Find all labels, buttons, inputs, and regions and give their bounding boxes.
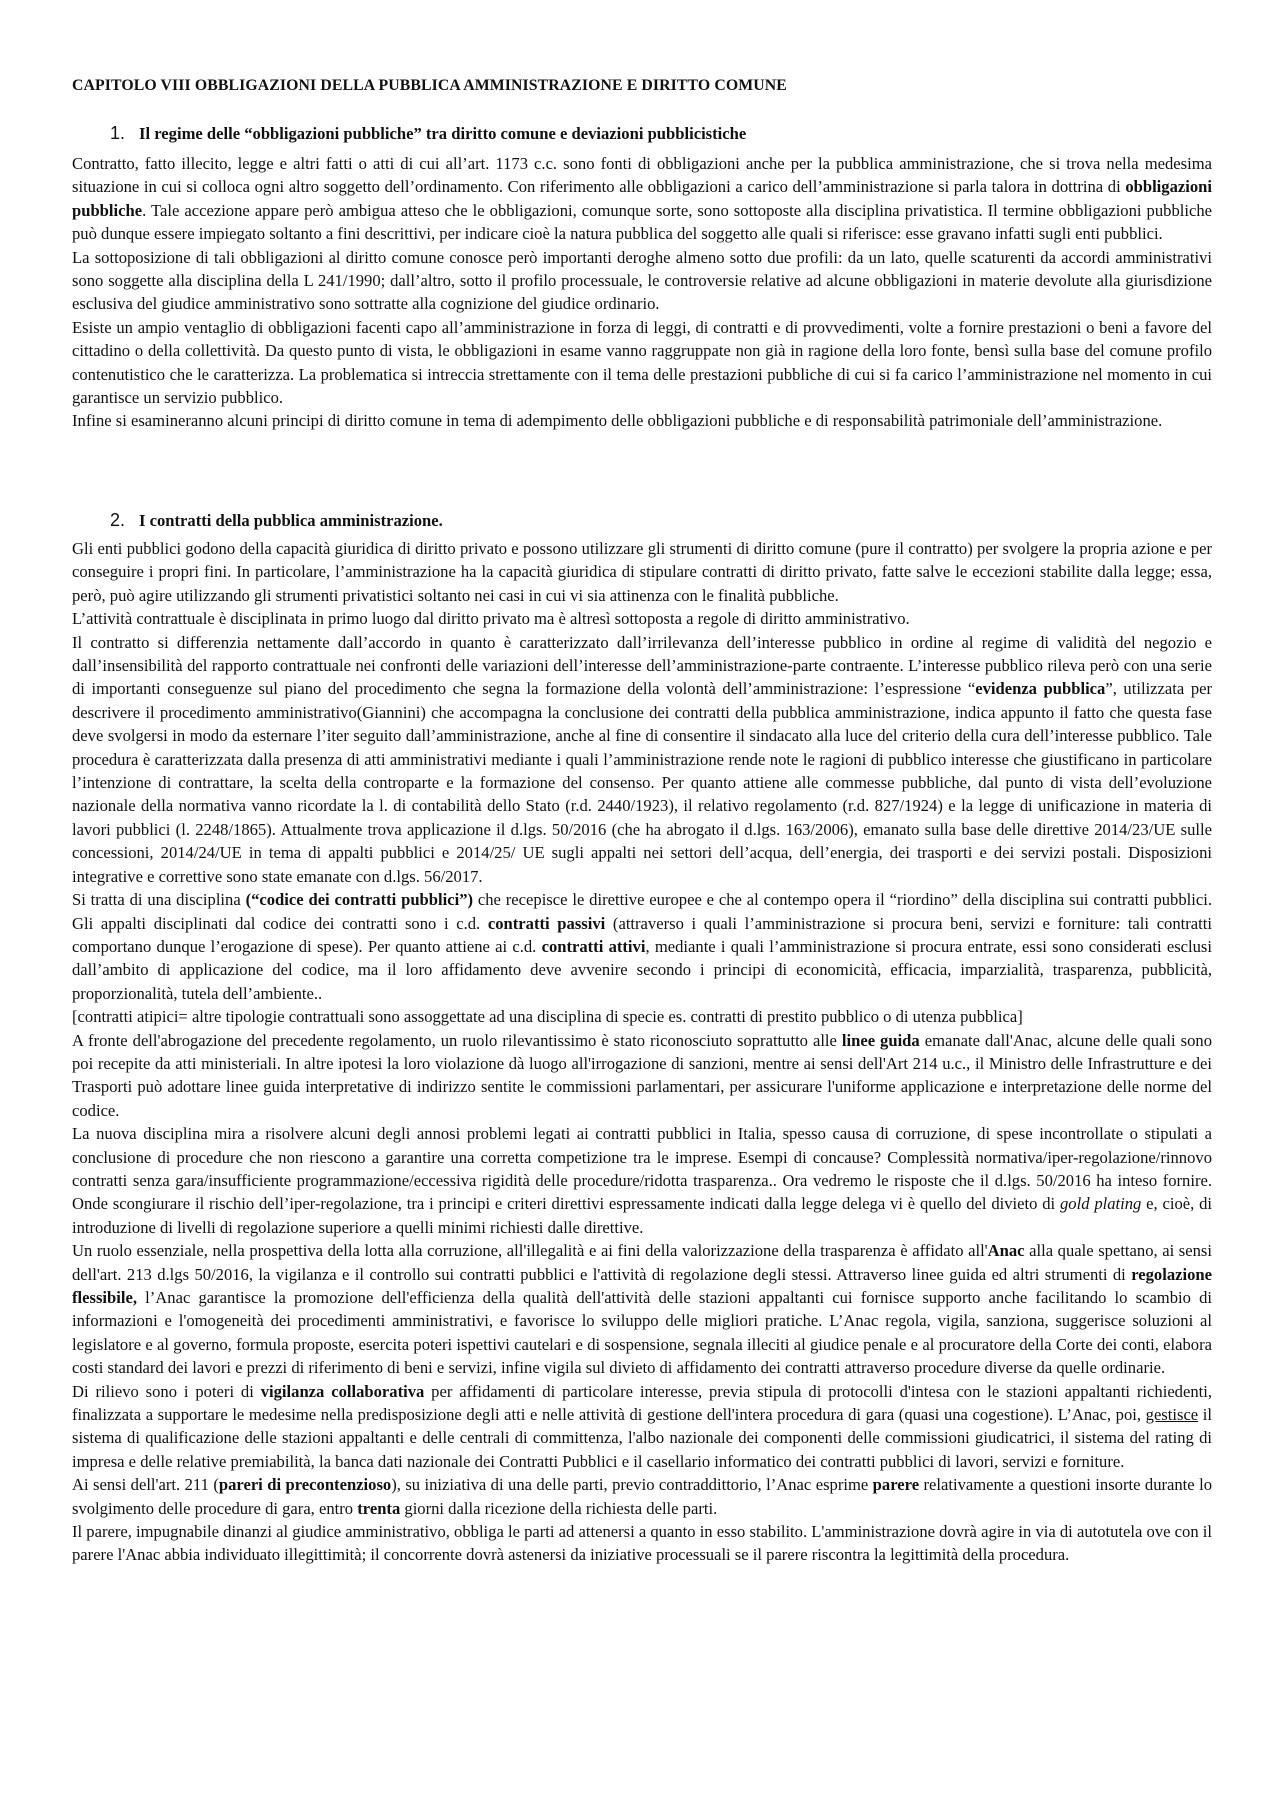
text-run: Il contratto si differenzia nettamente dall’accordo in quanto è caratterizzato dall’irrilevanza dell’interesse pubblico in ordine al regime di validità del negozio e dall’insensibilità del rapporto contrattuale nei confronti delle variazioni dell’interesse dell’amministrazione-parte contraente. L’interesse pubblico rileva però con una serie di importanti conseguenze sul piano del procedimento che segna la formazione della volontà dell’amministrazione: l’espressione “ [72,632,1212,699]
section-1-number: 1. [110,123,126,143]
bold-term: (“codice dei contratti pubblici”) [245,890,474,910]
text-run: per affidamenti di particolare interesse, previa stipula di protocolli d'intesa con le stazioni appaltanti richiedenti, finalizzata a supportare le medesime nella predisposizione degli atti e nelle attività di gestione dell'intera procedura di gara (quasi una cogestione). L’Anac, poi, [72,1381,1213,1425]
text-run: ”, utilizzata per descrivere il procedimento amministrativo(Giannini) che accompagna la conclusione dei contratti della pubblica amministrazione, indica appunto il fatto che questa fase deve svolgersi in modo da esternare l’iter seguito dall’amministrazione, anche al fine di consentire il sindacato alla luce del criterio della cura dell’interesse pubblico. Tale procedura è caratterizzata dalla presenza di atti amministrativi mediante i quali l’amministrazione rende note le ragioni di pubblico interesse che giustificano in particolare l’intenzione di contrattare, la scelta della controparte e la formazione del consenso. Per quanto attiene alle commesse pubbliche, dal punto di vista dell’evoluzione nazionale della normativa vanno ricordate la l. di contabilità dello Stato (r.d. 2440/1923), il relativo regolamento (r.d. 827/1924) e la legge di unificazione in materia di lavori pubblici (l. 2248/1865). Attualmente trova applicazione il d.lgs. 50/2016 (che ha abrogato il d.lgs. 163/2006), emanato sulla base delle direttive 2014/23/UE sulle concessioni, 2014/24/UE in tema di appalti pubblici e 2014/25/ UE sugli appalti nei settori dell’acqua, dell’energia, dei trasporti e dei servizi postali. Disposizioni integrative e correttive sono state emanate con d.lgs. 56/2017. [72,679,1213,886]
section-1-title: Il regime delle “obbligazioni pubbliche” tra diritto comune e deviazioni pubblicistiche [139,124,747,143]
bold-term: contratti attivi [541,936,646,956]
section-2-paragraph [72,631,1212,888]
bold-term: vigilanza collaborativa [260,1381,425,1401]
section-1-paragraph: La sottoposizione di tali obbligazioni al diritto comune conosce però importanti deroghe almeno sotto due profili: da un lato, quelle scaturenti da accordi amministrativi sono soggette alla disciplina della L 241/1990; dall’altro, sotto il profilo processuale, le controversie relative ad alcune obbligazioni in materie devolute alla giurisdizione esclusiva del giudice amministrativo sono sottratte alla cognizione del giudice ordinario. [72,247,1212,314]
section-1-body [72,152,1212,433]
section-2-heading [110,509,1210,532]
bold-term: obbligazioni pubbliche [72,177,1212,220]
section-2-body [72,537,1212,1567]
text-run: che recepisce le direttive europee e che al contempo opera il “riordino” della disciplina sui contratti pubblici. Gli appalti disciplinati dal codice dei contratti sono i c.d. [72,890,1212,933]
bold-term: contratti passivi [487,913,606,933]
bold-term: evidenza pubblica [975,679,1106,699]
text-run: ), su iniziativa di una delle parti, previo contraddittorio, l’Anac esprime [391,1475,873,1495]
bold-term: regolazione flessibile, [72,1264,1212,1307]
underlined-term: gestisce [1145,1405,1199,1425]
italic-term: gold plating [1060,1194,1142,1214]
bold-term: trenta [357,1498,401,1518]
section-1-heading [110,122,1210,145]
chapter-title: CAPITOLO VIII OBBLIGAZIONI DELLA PUBBLICA AMMINISTRAZIONE E DIRITTO COMUNE [72,77,787,94]
text-run: , mediante i quali l’amministrazione si procura entrate, essi sono considerati esclusi dall’ambito di applicazione del codice, ma il loro affidamento deve avvenire secondo i principi di economicità, efficacia, imparzialità, trasparenza, pubblicità, proporzionalità, tutela dell’ambiente.. [72,936,1212,1003]
section-1-paragraph: Esiste un ampio ventaglio di obbligazioni facenti capo all’amministrazione in forza di leggi, di contratti e di provvedimenti, volte a fornire prestazioni o beni a favore del cittadino o della collettività. Da questo punto di vista, le obbligazioni in esame vanno raggruppate non già in ragione della loro fonte, bensì sulla base del comune profilo contenutistico che le caratterizza. La problematica si intreccia strettamente con il tema delle prestazioni pubbliche di cui si fa carico l’amministrazione nel momento in cui garantisce un servizio pubblico. [72,317,1212,408]
section-2-title: I contratti della pubblica amministrazione. [139,511,443,530]
text-run: Un ruolo essenziale, nella prospettiva della lotta alla corruzione, all'illegalità e ai fini della valorizzazione della trasparenza è affidato all' [72,1241,988,1261]
section-2-paragraph [72,1239,1212,1379]
text-run: . Tale accezione appare però ambigua atteso che le obbligazioni, comunque sorte, sono sottoposte alla disciplina privatistica. Il termine obbligazioni pubbliche può dunque essere impiegato soltanto a fini descrittivi, per indicare cioè la natura pubblica del soggetto alle quali si riferisce: esse gravano infatti sugli enti pubblici. [72,200,1212,244]
text-run: Ai sensi dell'art. 211 ( [72,1475,219,1495]
section-1-paragraph [72,152,1212,246]
text-run: (attraverso i quali l’amministrazione si procura beni, servizi e forniture: tali contratti comportano dunque l’erogazione di spese). Per quanto attiene ai c.d. [72,913,1212,956]
text-run: Di rilievo sono i poteri di [72,1381,261,1401]
section-2-paragraph: [contratti atipici= altre tipologie contrattuali sono assoggettate ad una disciplina di specie es. contratti di prestito pubblico o di utenza pubblica] [72,1007,1023,1027]
section-2-paragraph: Gli enti pubblici godono della capacità giuridica di diritto privato e possono utilizzare gli strumenti di diritto comune (pure il contratto) per svolgere la propria azione e per conseguire i propri fini. In particolare, l’amministrazione ha la capacità giuridica di stipulare contratti di diritto privato, fatte salve le eccezioni stabilite dalla legge; essa, però, può agire utilizzando gli strumenti privatistici soltanto nei casi in cui vi sia attinenza con le finalità pubbliche. [72,539,1212,605]
text-run: il sistema di qualificazione delle stazioni appaltanti e delle centrali di committenza, l'albo nazionale dei componenti delle commissioni giudicatrici, il sistema del rating di impresa e delle relative premiabilità, la banca dati nazionale dei Contratti Pubblici e il casellario informatico dei contratti pubblici di lavori, servizi e forniture. [72,1405,1213,1471]
bold-term: parere [872,1475,920,1495]
section-2-paragraph [72,1473,1212,1520]
text-run: A fronte dell'abrogazione del precedente regolamento, un ruolo rilevantissimo è stato riconosciuto soprattutto alle [72,1030,842,1050]
bold-term: pareri di precontenzioso [218,1475,392,1495]
section-2-paragraph [72,1029,1212,1123]
section-1-paragraph: Infine si esamineranno alcuni principi di diritto comune in tema di adempimento delle obbligazioni pubbliche e di responsabilità patrimoniale dell’amministrazione. [72,411,1163,431]
section-2-paragraph: Il parere, impugnabile dinanzi al giudice amministrativo, obbliga le parti ad attenersi a quanto in esso stabilito. L'amministrazione dovrà agire in via di autotutela ove con il parere l'Anac abbia individuato illegittimità; il concorrente dovrà astenersi da iniziative processuali se il parere riscontra la legittimità della procedura. [72,1522,1212,1565]
section-2-paragraph [72,888,1212,1005]
text-run: alla quale spettano, ai sensi dell'art. 213 d.lgs 50/2016, la vigilanza e il controllo sui contratti pubblici e l'attività di regolazione degli stessi. Attraverso linee guida ed altri strumenti di [72,1241,1212,1284]
bold-term: Anac [987,1241,1025,1261]
section-2-paragraph [72,1122,1212,1239]
text-run: Si tratta di una disciplina [72,890,246,910]
text-run: La nuova disciplina mira a risolvere alcuni degli annosi problemi legati ai contratti pubblici in Italia, spesso causa di corruzione, di spese incontrollate o stipulati a conclusione di procedure che non riescono a garantire una corretta competizione tra le imprese. Esempi di concause? Complessità normativa/iper-regolazione/rinnovo contratti senza gara/insufficiente programmazione/eccessiva rigidità delle procedure/ridotta trasparenza.. Ora vedremo le risposte che il d.lgs. 50/2016 ha inteso fornire. Onde scongiurare il rischio dell’iper-regolazione, tra i principi e criteri direttivi espressamente indicati dalla legge delega vi è quello del divieto di [72,1124,1212,1214]
section-2-number: 2. [110,510,126,530]
text-run: Contratto, fatto illecito, legge e altri fatti o atti di cui all’art. 1173 c.c. sono fonti di obbligazioni anche per la pubblica amministrazione, che si trova nella medesima situazione in cui si colloca ogni altro soggetto dell’ordinamento. Con riferimento alle obbligazioni a carico dell’amministrazione si parla talora in dottrina di [72,154,1212,197]
section-2-paragraph: L’attività contrattuale è disciplinata in primo luogo dal diritto privato ma è altresì sottoposta a regole di diritto amministrativo. [72,609,910,629]
text-run: giorni dalla ricezione della richiesta delle parti. [400,1498,718,1518]
text-run: l’Anac garantisce la promozione dell'efficienza della qualità dell'attività delle stazioni appaltanti cui fornisce supporto anche facilitando lo scambio di informazioni e l'omogeneità dei procedimenti amministrativi, e favorisce lo sviluppo delle migliori pratiche. L’Anac regola, vigila, sanziona, suggerisce soluzioni al legislatore e al governo, formula proposte, esercita poteri ispettivi cautelari e di sospensione, segnala illeciti al giudice penale e al procuratore della Corte dei conti, elabora costi standard dei lavori e prezzi di riferimento di beni e servizi, infine vigila sul divieto di affidamento dei contratti attraverso procedure diverse da quelle ordinarie. [72,1288,1212,1378]
section-2-paragraph [72,1380,1212,1474]
bold-term: linee guida [841,1030,920,1050]
text-run: e, cioè, di introduzione di livelli di regolazione superiore a quelli minimi richiesti dalle direttive. [72,1194,1213,1237]
text-run: relativamente a questioni insorte durante lo svolgimento delle procedure di gara, entro [72,1475,1213,1518]
text-run: emanate dall'Anac, alcune delle quali sono poi recepite da atti ministeriali. In altre ipotesi la loro violazione dà luogo all'irrogazione di sanzioni, mentre ai sensi dell'Art 214 u.c., il Ministro delle Infrastrutture e dei Trasporti può adottare linee guida interpretative di indirizzo sentite le commissioni parlamentari, per assicurare l'uniforme applicazione e interpretazione delle norme del codice. [72,1030,1212,1120]
